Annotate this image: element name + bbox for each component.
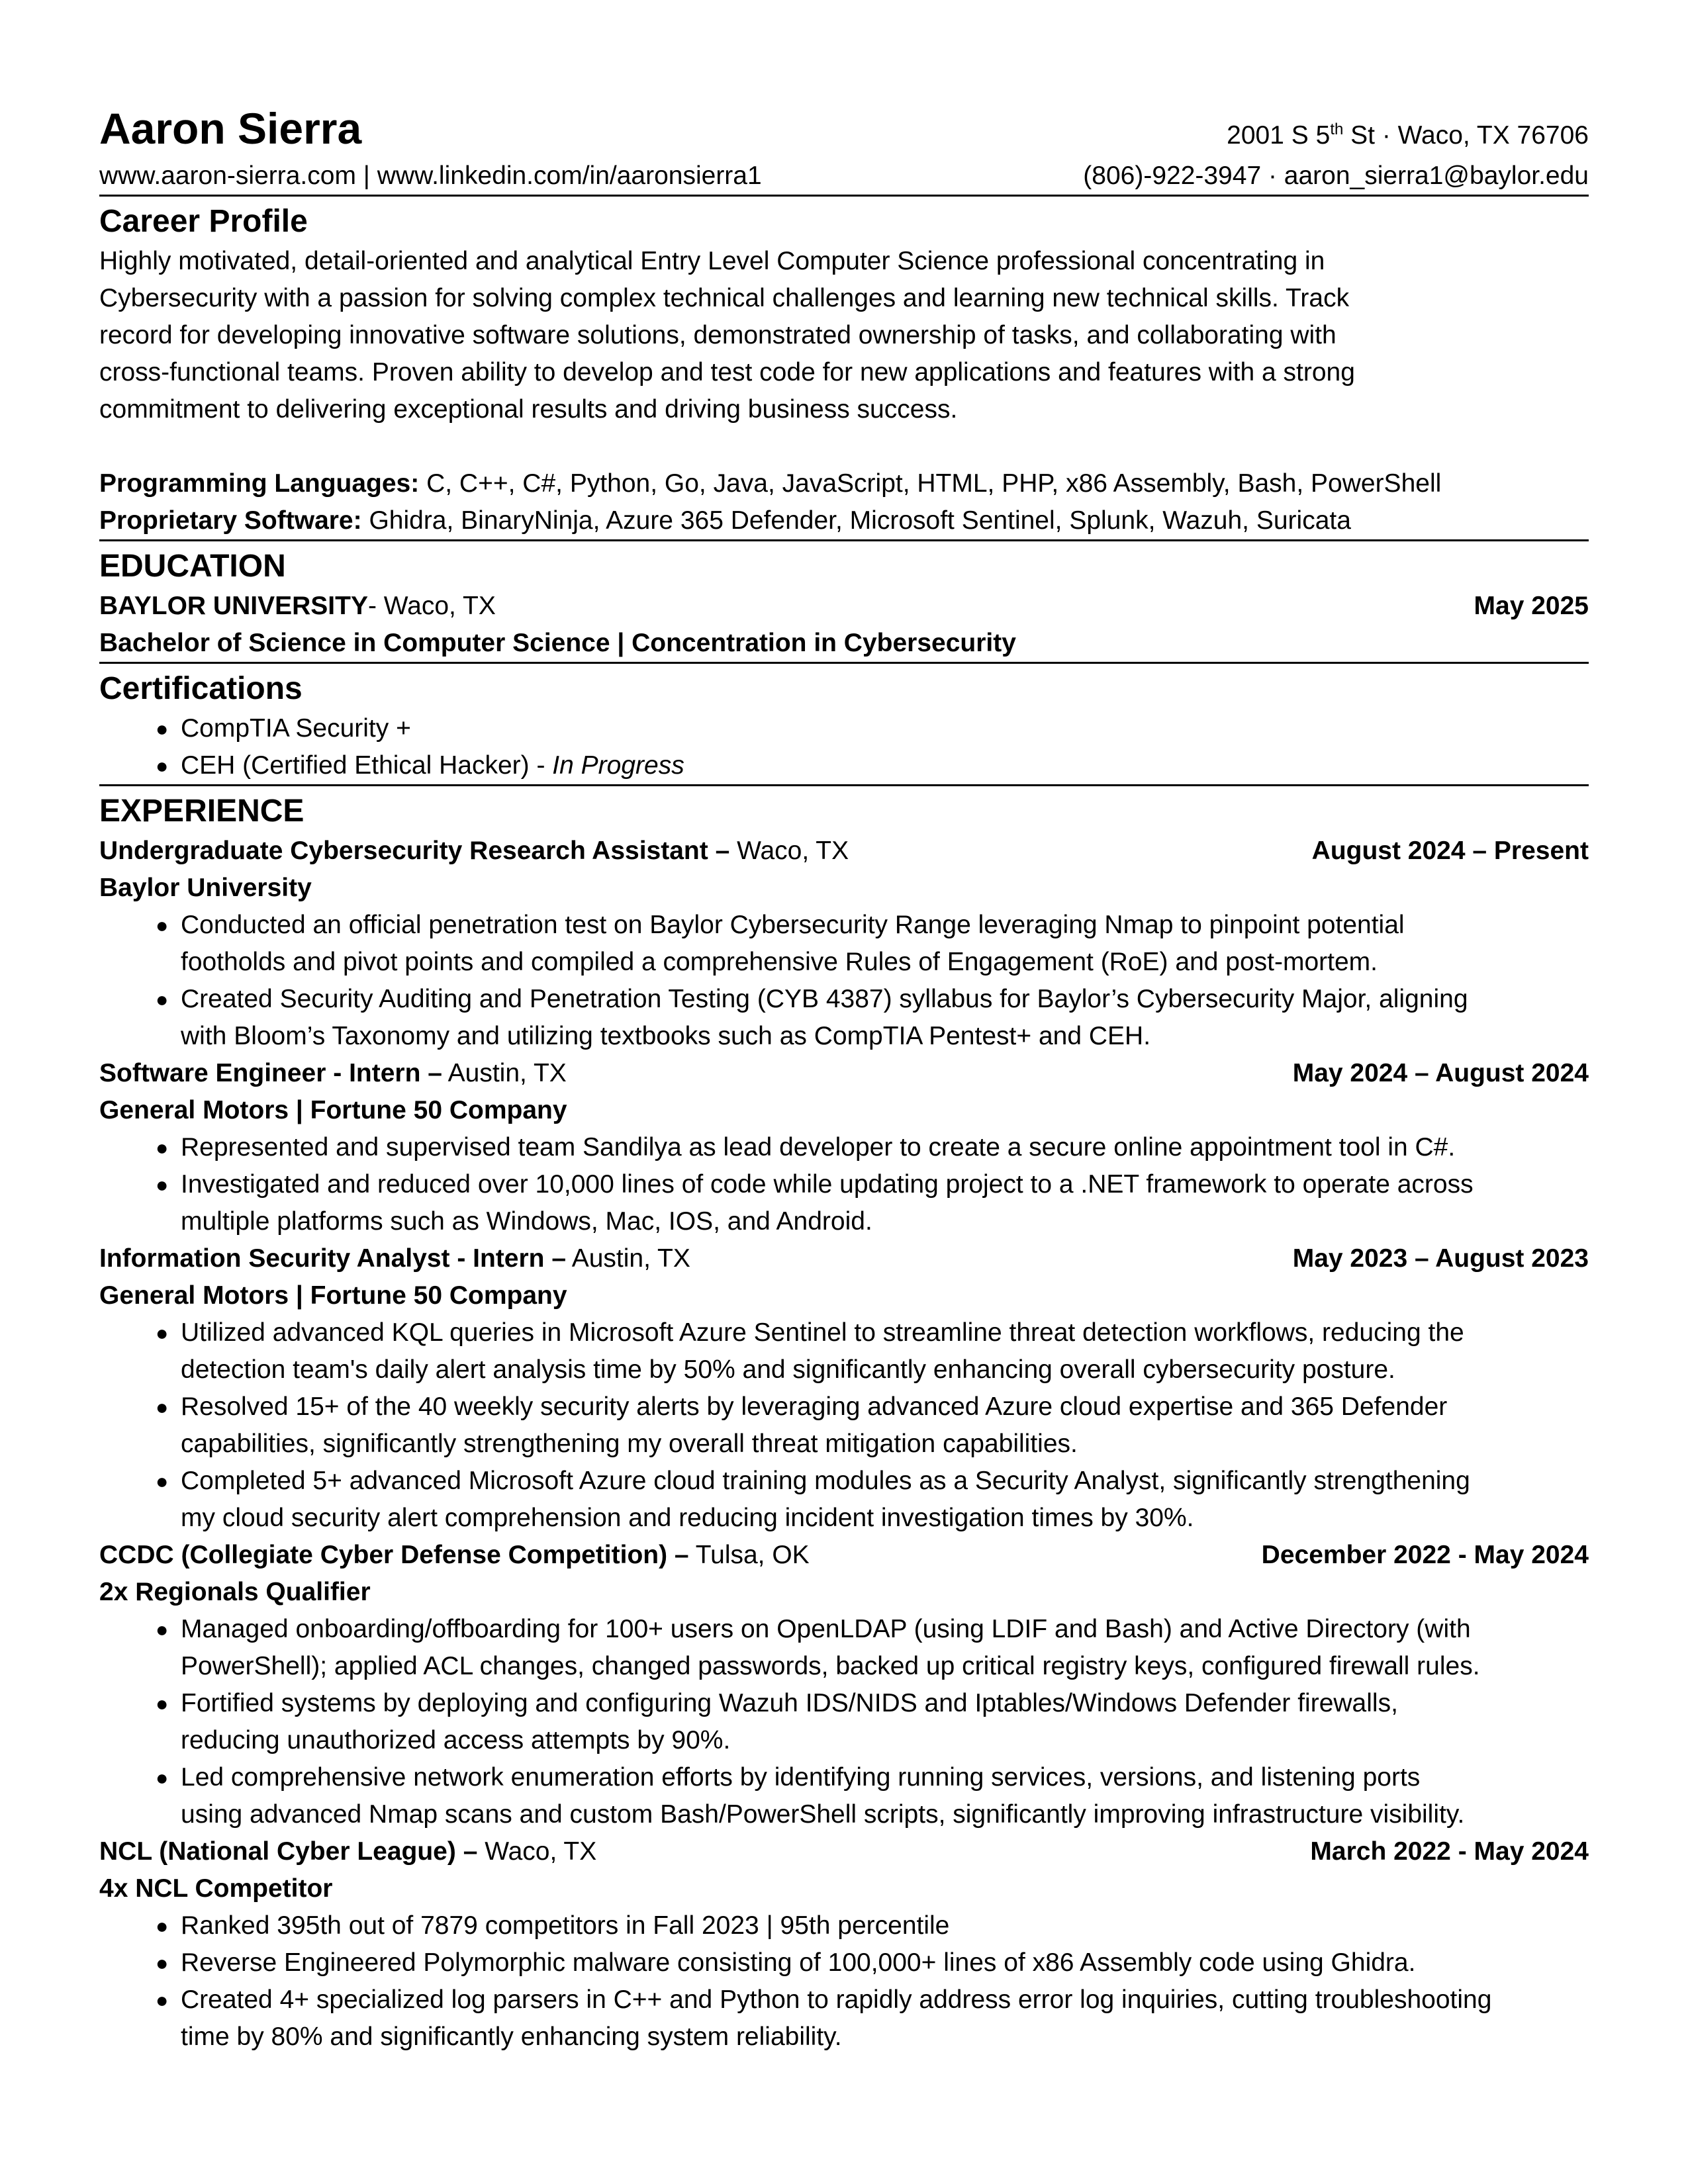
job-header xyxy=(99,1055,1589,1092)
job-bullet xyxy=(156,1611,1589,1685)
job-bullet xyxy=(156,1314,1589,1388)
education-title: EDUCATION xyxy=(99,549,286,584)
bullet-line: ● Investigated and reduced over 10,000 lines of code while updating project to a .NET framework to operate across xyxy=(181,1170,1474,1199)
bullet-line: reducing unauthorized access attempts by 90%. xyxy=(181,1726,731,1754)
job-bullet xyxy=(156,907,1589,981)
job-bullet xyxy=(156,1944,1589,1981)
phone-email[interactable]: (806)-922-3947 · aaron_sierra1@baylor.edu xyxy=(1083,161,1589,190)
programming-languages xyxy=(99,465,1589,502)
job-location: Austin, TX xyxy=(442,1059,567,1087)
job-header xyxy=(99,1833,1589,1870)
experience-entry xyxy=(99,833,1589,1055)
bullet-line: multiple platforms such as Windows, Mac, IOS, and Android. xyxy=(181,1207,872,1236)
certification-status: In Progress xyxy=(552,751,684,780)
bullet-line: ● Ranked 395th out of 7879 competitors in Fall 2023 | 95th percentile xyxy=(181,1911,950,1940)
proprietary-software-label: Proprietary Software: xyxy=(99,506,362,535)
bullet-line: ● Led comprehensive network enumeration efforts by identifying running services, versions, and listening ports xyxy=(181,1763,1421,1792)
job-organization: 2x Regionals Qualifier xyxy=(99,1578,371,1606)
job-bullet xyxy=(156,1759,1589,1833)
bullet-line: footholds and pivot points and compiled a comprehensive Rules of Engagement (RoE) and post-mortem. xyxy=(181,948,1378,976)
job-title xyxy=(99,1055,567,1092)
proprietary-software xyxy=(99,502,1589,541)
bullet-line: PowerShell); applied ACL changes, changed passwords, backed up critical registry keys, configured firewall rules. xyxy=(181,1652,1480,1680)
profile-line: Cybersecurity with a passion for solving complex technical challenges and learning new technical skills. Track xyxy=(99,284,1350,312)
job-bullet xyxy=(156,1129,1589,1166)
spacer xyxy=(99,428,1589,465)
programming-languages-label: Programming Languages: xyxy=(99,469,420,498)
experience-title: EXPERIENCE xyxy=(99,794,305,829)
job-role: CCDC (Collegiate Cyber Defense Competition) – xyxy=(99,1541,689,1569)
experience-entry xyxy=(99,1833,1589,2056)
job-date: March 2022 - May 2024 xyxy=(1310,1837,1589,1866)
job-date: May 2024 – August 2024 xyxy=(1292,1059,1589,1087)
job-date: December 2022 - May 2024 xyxy=(1261,1541,1589,1569)
profile-line: commitment to delivering exceptional results and driving business success. xyxy=(99,395,958,424)
job-role: NCL (National Cyber League) – xyxy=(99,1837,478,1866)
bullet-line: ● Managed onboarding/offboarding for 100+ users on OpenLDAP (using LDIF and Bash) and Active Directory (with xyxy=(181,1615,1471,1643)
job-bullets xyxy=(99,1129,1589,1240)
job-role: Undergraduate Cybersecurity Research Assistant – xyxy=(99,837,730,865)
job-organization: General Motors | Fortune 50 Company xyxy=(99,1281,567,1310)
job-bullet xyxy=(156,981,1589,1055)
bullet-line: ● Represented and supervised team Sandilya as lead developer to create a secure online appointment tool in C#. xyxy=(181,1133,1456,1161)
profile-line: Highly motivated, detail-oriented and analytical Entry Level Computer Science professional concentrating in xyxy=(99,247,1325,275)
job-date: May 2023 – August 2023 xyxy=(1292,1244,1589,1273)
header-row xyxy=(99,99,1589,158)
profile-line: record for developing innovative software solutions, demonstrated ownership of tasks, and collaborating with xyxy=(99,321,1336,349)
job-role: Software Engineer - Intern – xyxy=(99,1059,442,1087)
job-title xyxy=(99,1537,810,1574)
bullet-line: ● Reverse Engineered Polymorphic malware consisting of 100,000+ lines of x86 Assembly code using Ghidra. xyxy=(181,1948,1416,1977)
job-bullets xyxy=(99,1907,1589,2056)
education-degree: Bachelor of Science in Computer Science | Concentration in Cybersecurity xyxy=(99,625,1589,664)
job-header xyxy=(99,1240,1589,1277)
bullet-line: with Bloom’s Taxonomy and utilizing textbooks such as CompTIA Pentest+ and CEH. xyxy=(181,1022,1151,1050)
job-title xyxy=(99,1833,596,1870)
job-organization: General Motors | Fortune 50 Company xyxy=(99,1096,567,1124)
experience-entry xyxy=(99,1240,1589,1537)
job-bullets xyxy=(99,907,1589,1055)
bullet-line: ● Created 4+ specialized log parsers in C++ and Python to rapidly address error log inquiries, cutting troubleshooting xyxy=(181,1985,1492,2014)
bullet-line: ● Resolved 15+ of the 40 weekly security alerts by leveraging advanced Azure cloud expertise and 365 Defender xyxy=(181,1392,1448,1421)
bullet-line: ● Created Security Auditing and Penetration Testing (CYB 4387) syllabus for Baylor’s Cybersecurity Major, aligning xyxy=(181,985,1468,1013)
job-bullets xyxy=(99,1611,1589,1833)
job-header xyxy=(99,833,1589,870)
career-profile-text xyxy=(99,243,1589,428)
experience-entry xyxy=(99,1055,1589,1240)
bullet-line: capabilities, significantly strengthening my overall threat mitigation capabilities. xyxy=(181,1430,1078,1458)
education-date: May 2025 xyxy=(1474,592,1589,620)
job-organization: 4x NCL Competitor xyxy=(99,1874,333,1903)
certification-item: ● CompTIA Security + xyxy=(156,710,1589,747)
certifications-title: Certifications xyxy=(99,671,303,706)
certification-text: CEH (Certified Ethical Hacker) - xyxy=(181,751,553,780)
job-header xyxy=(99,1537,1589,1574)
job-location: Tulsa, OK xyxy=(688,1541,810,1569)
bullet-line: ● Utilized advanced KQL queries in Microsoft Azure Sentinel to streamline threat detection workflows, reducing the xyxy=(181,1318,1464,1347)
school-name: BAYLOR UNIVERSITY xyxy=(99,592,368,620)
job-bullet xyxy=(156,1166,1589,1240)
job-bullet xyxy=(156,1388,1589,1463)
education-school-row xyxy=(99,588,1589,625)
certifications-list xyxy=(99,710,1589,786)
job-date: August 2024 – Present xyxy=(1311,837,1589,865)
bullet-line: ● Completed 5+ advanced Microsoft Azure cloud training modules as a Security Analyst, significantly strengthening xyxy=(181,1467,1470,1495)
job-bullet xyxy=(156,1981,1589,2056)
address-prefix: 2001 S 5 xyxy=(1227,121,1331,150)
job-bullet xyxy=(156,1685,1589,1759)
contact-row xyxy=(99,158,1589,197)
bullet-line: my cloud security alert comprehension and reducing incident investigation times by 30%. xyxy=(181,1504,1194,1532)
job-location: Austin, TX xyxy=(566,1244,690,1273)
job-bullet xyxy=(156,1907,1589,1944)
career-profile-title: Career Profile xyxy=(99,204,308,239)
job-organization: Baylor University xyxy=(99,874,312,902)
job-title xyxy=(99,1240,690,1277)
bullet-line: ● Fortified systems by deploying and configuring Wazuh IDS/NIDS and Iptables/Windows Defender firewalls, xyxy=(181,1689,1398,1717)
bullet-line: using advanced Nmap scans and custom Bash/PowerShell scripts, significantly improving infrastructure visibility. xyxy=(181,1800,1465,1829)
address xyxy=(1227,117,1589,154)
bullet-line: ● Conducted an official penetration test on Baylor Cybersecurity Range leveraging Nmap to pinpoint potential xyxy=(181,911,1405,939)
school-location: - Waco, TX xyxy=(367,592,496,620)
job-bullets xyxy=(99,1314,1589,1537)
bullet-line: time by 80% and significantly enhancing system reliability. xyxy=(181,2023,842,2051)
job-bullet xyxy=(156,1463,1589,1537)
job-location: Waco, TX xyxy=(729,837,849,865)
job-location: Waco, TX xyxy=(477,1837,597,1866)
experience-entry xyxy=(99,1537,1589,1833)
candidate-name: Aaron Sierra xyxy=(99,104,362,153)
profile-line: cross-functional teams. Proven ability to develop and test code for new applications and features with a strong xyxy=(99,358,1355,387)
address-suffix: St · Waco, TX 76706 xyxy=(1343,121,1589,150)
web-links[interactable]: www.aaron-sierra.com | www.linkedin.com/in/aaronsierra1 xyxy=(99,161,762,190)
certification-item xyxy=(156,747,1589,784)
address-superscript: th xyxy=(1330,120,1344,138)
proprietary-software-value: Ghidra, BinaryNinja, Azure 365 Defender, Microsoft Sentinel, Splunk, Wazuh, Suricata xyxy=(361,506,1351,535)
job-title xyxy=(99,833,849,870)
education-school xyxy=(99,588,496,625)
job-role: Information Security Analyst - Intern – xyxy=(99,1244,567,1273)
bullet-line: detection team's daily alert analysis time by 50% and significantly enhancing overall cybersecurity posture. xyxy=(181,1355,1395,1384)
programming-languages-value: C, C++, C#, Python, Go, Java, JavaScript, HTML, PHP, x86 Assembly, Bash, PowerShell xyxy=(419,469,1442,498)
